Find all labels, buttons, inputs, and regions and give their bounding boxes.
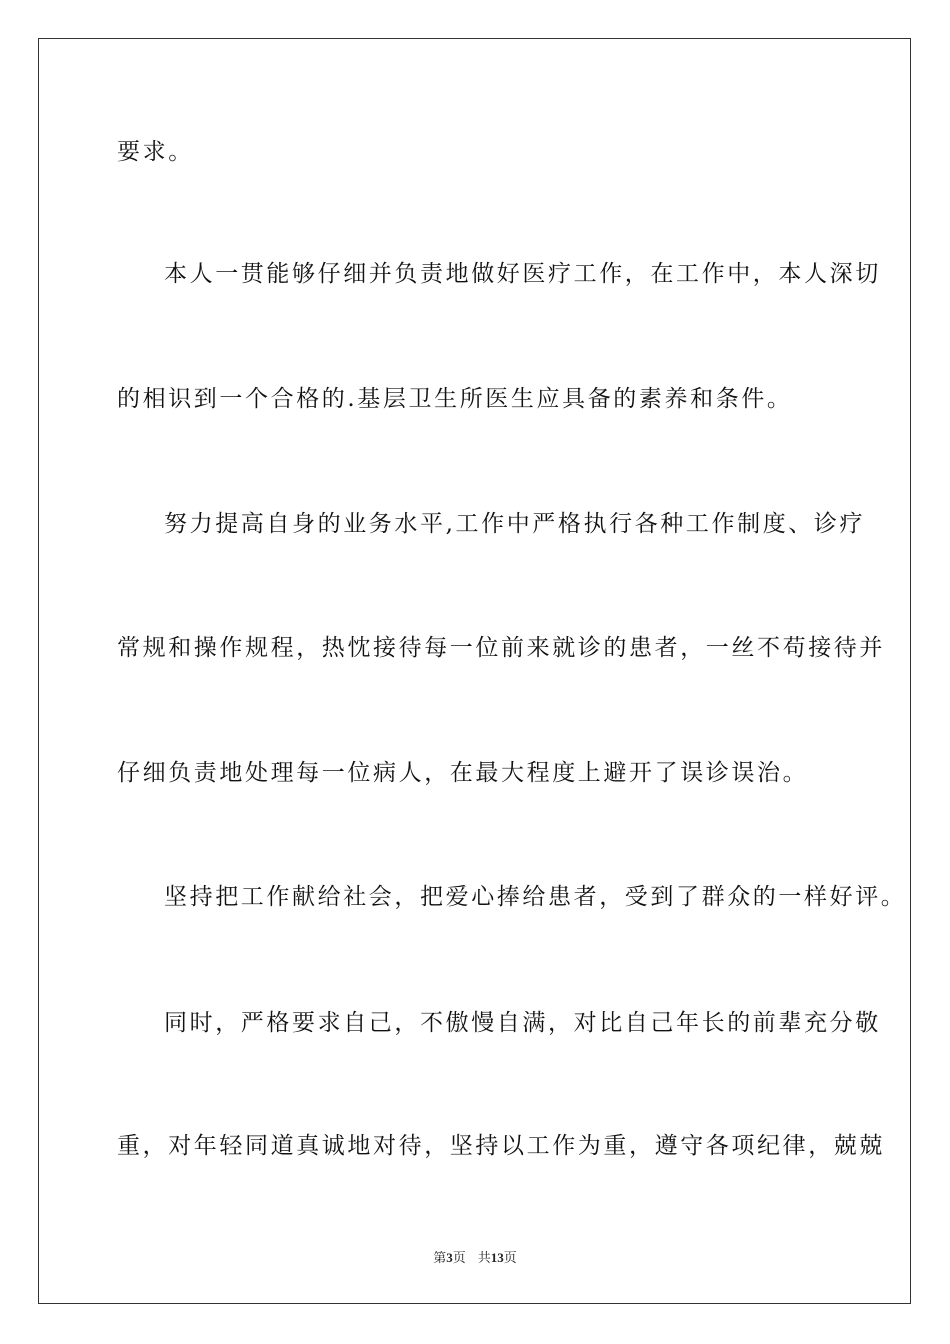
- paragraph-start-line: 坚持把工作献给社会，把爱心捧给患者，受到了群众的一样好评。: [164, 884, 907, 910]
- page-suffix: 页: [452, 1250, 466, 1265]
- text-line: 常规和操作规程，热忱接待每一位前来就诊的患者，一丝不苟接待并: [117, 635, 885, 661]
- text-line: 要求。: [117, 139, 194, 165]
- text-line: 仔细负责地处理每一位病人，在最大程度上避开了误诊误治。: [117, 760, 809, 786]
- page-footer: [0, 1247, 950, 1266]
- text-line: 的相识到一个合格的.基层卫生所医生应具备的素养和条件。: [117, 386, 793, 412]
- total-suffix: 页: [503, 1250, 517, 1265]
- page-number: 3: [446, 1250, 453, 1265]
- total-prefix: 共: [477, 1250, 491, 1265]
- page-border: [38, 38, 911, 1304]
- page-prefix: 第: [433, 1250, 447, 1265]
- paragraph-start-line: 努力提高自身的业务水平,工作中严格执行各种工作制度、诊疗: [164, 511, 866, 537]
- total-pages: 13: [490, 1250, 504, 1265]
- paragraph-start-line: 同时，严格要求自己，不傲慢自满，对比自己年长的前辈充分敬: [164, 1010, 881, 1036]
- text-line: 重，对年轻同道真诚地对待，坚持以工作为重，遵守各项纪律，兢兢: [117, 1133, 885, 1159]
- paragraph-start-line: 本人一贯能够仔细并负责地做好医疗工作，在工作中，本人深切: [164, 261, 881, 287]
